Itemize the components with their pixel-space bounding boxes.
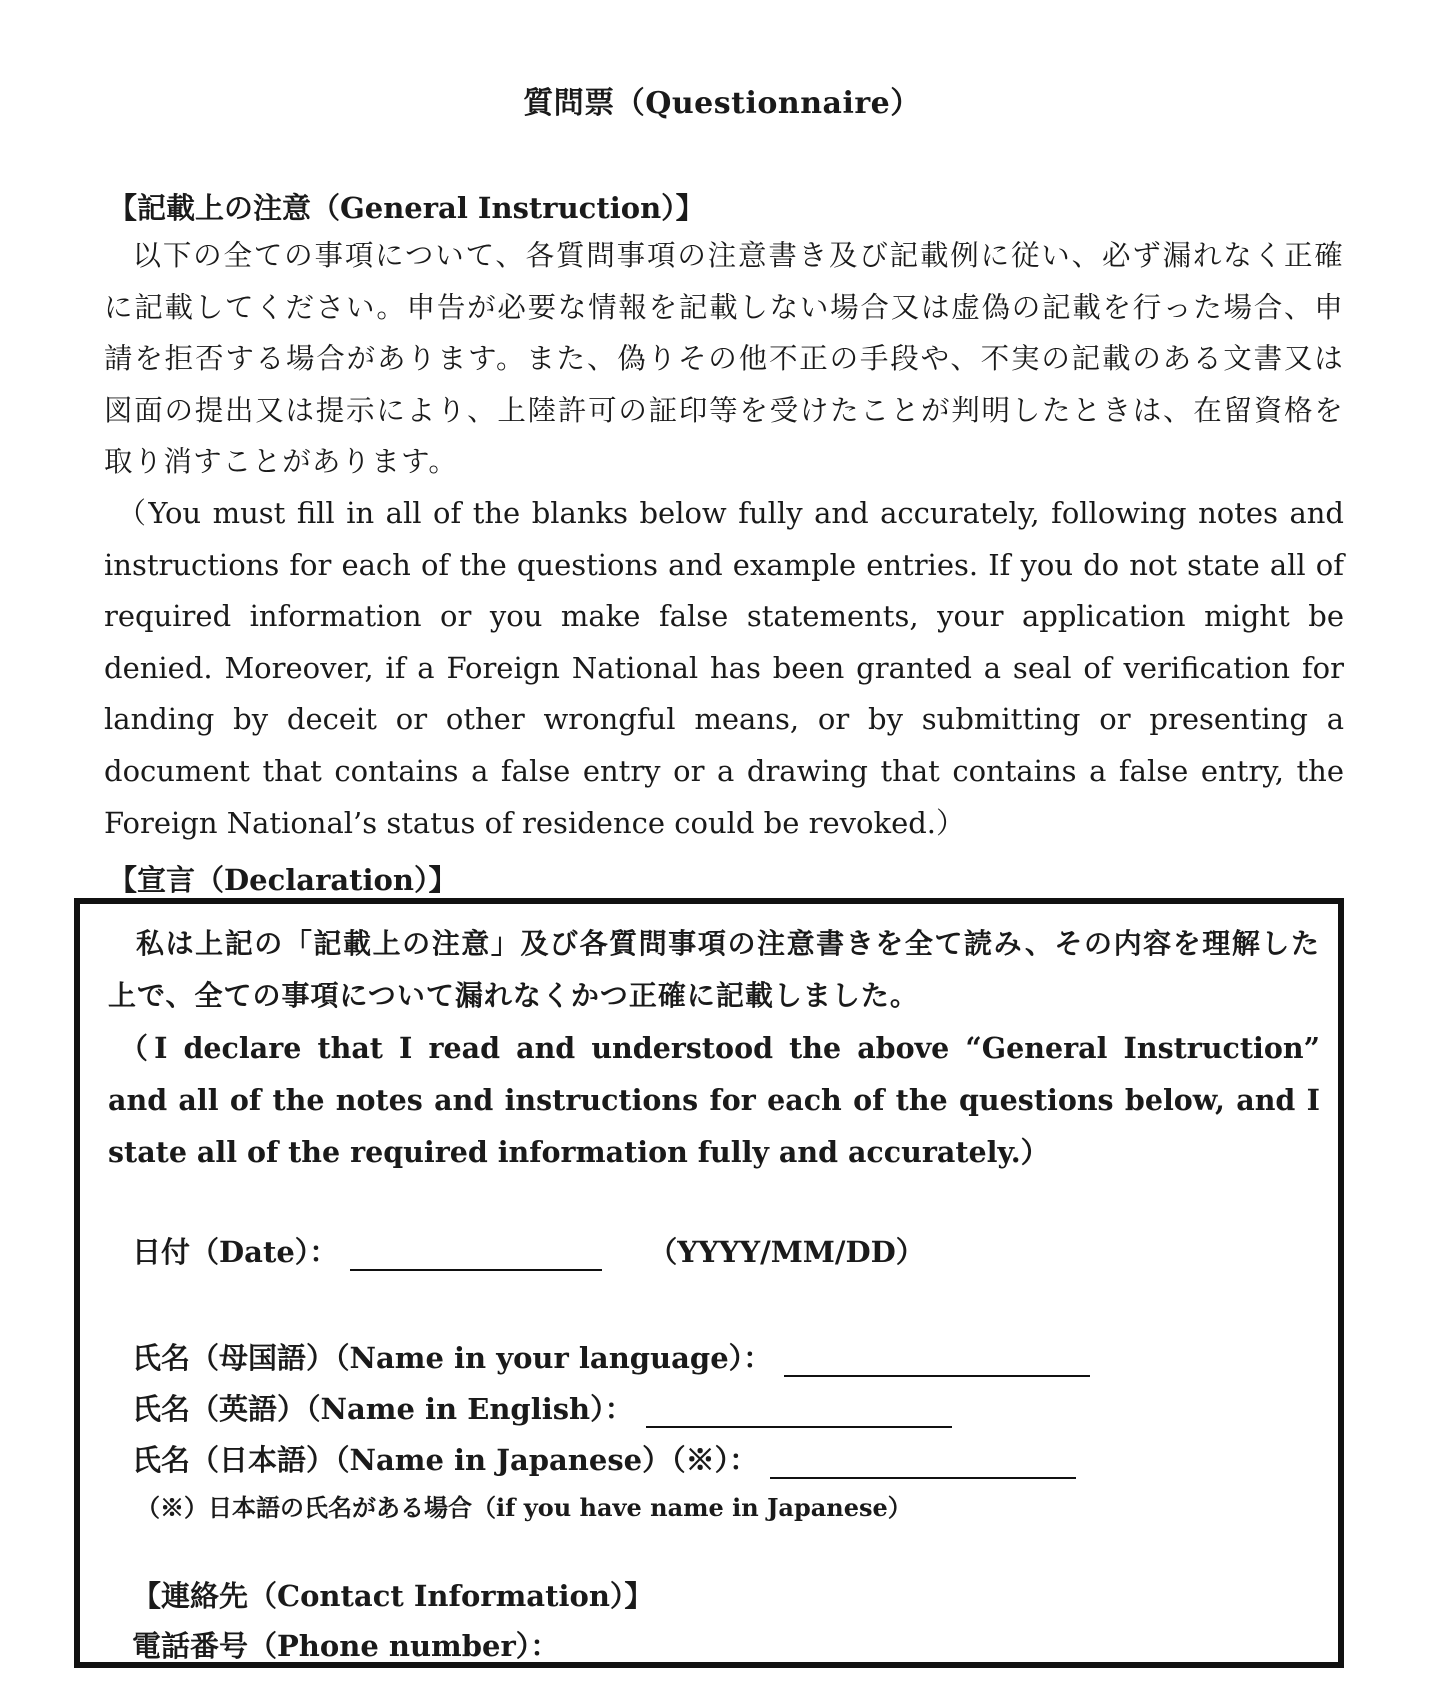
page-title: 質問票（Questionnaire）: [523, 86, 921, 121]
name-english-input-blank[interactable]: [646, 1392, 952, 1428]
declaration-box: [74, 898, 1344, 1668]
name-english-label: 氏名（英語）（Name in English）：: [132, 1392, 634, 1426]
date-label: 日付（Date）：: [132, 1235, 339, 1269]
general-instruction-text-en: （You must fill in all of the blanks below fully and accurately, following notes and instructions for each of the questions and example entries. If you do not state all of required information or you make false statements, your application might be denied. Moreover, if a Foreign National has been granted a seal of verification for landing by deceit or other wrongful means, or by submitting or presenting a document that contains a false entry or a drawing that contains a false entry, the Foreign National’s status of residence could be revoked.）: [104, 496, 1344, 840]
general-instruction-heading: 【記載上の注意（General Instruction）】: [108, 191, 705, 225]
phone-row: [132, 1624, 907, 1665]
name-japanese-label: 氏名（日本語）（Name in Japanese）（※）：: [132, 1443, 759, 1477]
name-native-row: [132, 1336, 1090, 1377]
phone-label: 電話番号（Phone number）：: [132, 1629, 560, 1663]
declaration-heading: 【宣言（Declaration）】: [108, 863, 458, 897]
name-japanese-note: （※）日本語の氏名がある場合（if you have name in Japanese）: [136, 1493, 912, 1522]
name-native-label: 氏名（母国語）（Name in your language）：: [132, 1341, 773, 1375]
phone-input-blank[interactable]: [571, 1629, 907, 1665]
date-format-hint: （YYYY/MM/DD）: [648, 1235, 925, 1269]
general-instruction-text-jp: 以下の全ての事項について、各質問事項の注意書き及び記載例に従い、必ず漏れなく正確に記載してください。申告が必要な情報を記載しない場合又は虚偽の記載を行った場合、申請を拒否する場合があります。また、偽りその他不正の手段や、不実の記載のある文書又は図面の提出又は提示により、上陸許可の証印等を受けたことが判明したときは、在留資格を取り消すことがあります。: [104, 239, 1344, 479]
name-native-input-blank[interactable]: [784, 1341, 1090, 1377]
declaration-text-jp: 私は上記の「記載上の注意」及び各質問事項の注意書きを全て読み、その内容を理解した上で、全ての事項について漏れなくかつ正確に記載しました。: [108, 927, 1320, 1012]
declaration-text-en: （I declare that I read and understood the above “General Instruction” and all of the notes and instructions for each of the questions below, and I state all of the required information fully and accurately.）: [108, 1031, 1320, 1169]
name-english-row: [132, 1387, 952, 1428]
date-input-blank[interactable]: [350, 1235, 602, 1271]
name-japanese-row: [132, 1438, 1076, 1479]
date-field-row: [132, 1230, 925, 1271]
name-japanese-input-blank[interactable]: [770, 1443, 1076, 1479]
contact-heading: 【連絡先（Contact Information）】: [132, 1579, 654, 1613]
